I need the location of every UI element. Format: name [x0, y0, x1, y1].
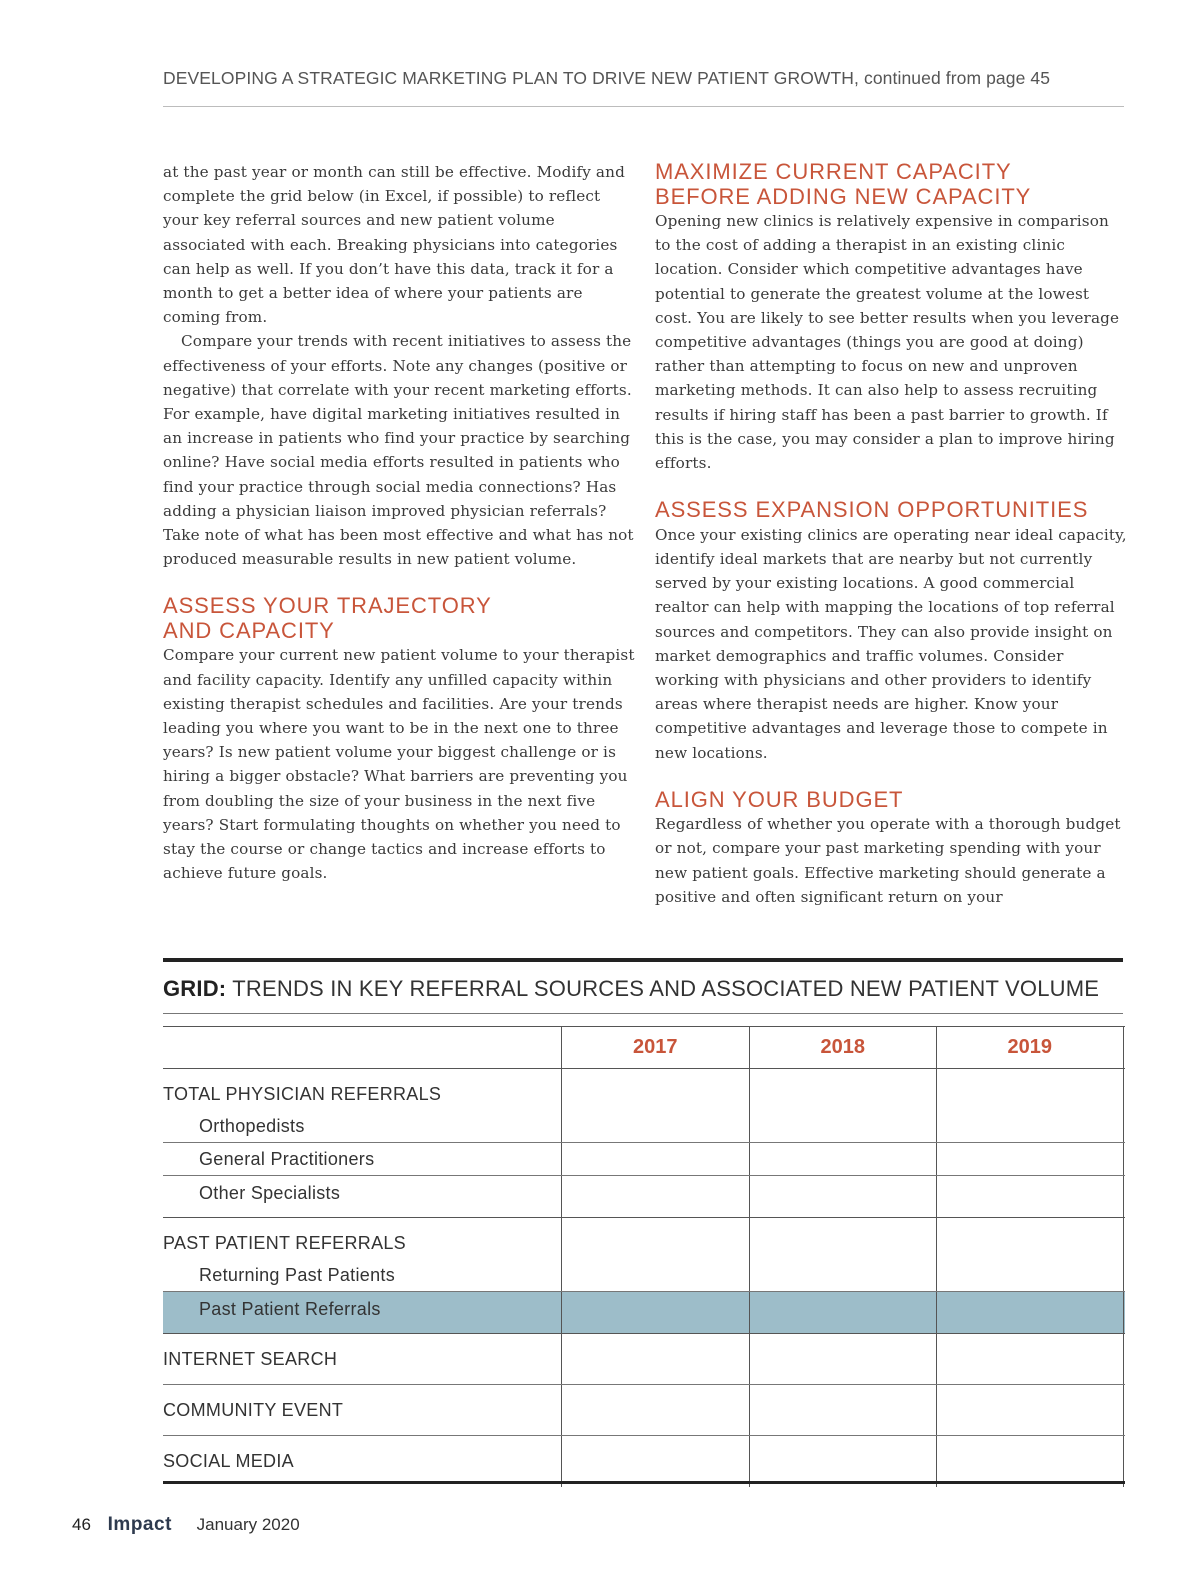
row-label-sub: Orthopedists	[199, 1116, 305, 1136]
grid-cell[interactable]	[749, 1436, 937, 1487]
grid-cell[interactable]	[749, 1069, 937, 1142]
table-row	[163, 1142, 1125, 1175]
grid-cell[interactable]	[749, 1176, 937, 1217]
group-label: PAST PATIENT REFERRALS	[163, 1233, 406, 1253]
grid-cell[interactable]	[561, 1292, 749, 1333]
right-paragraph-1: Opening new clinics is relatively expensive in comparison to the cost of adding a therapist in an existing clinic location. Consider which competitive advantages have potential to generate the greatest volume at the lowest cost. You are likely to see better results when you leverage competitive advantages (things you are good at doing) rather than attempting to focus on new and unproven marketing methods. It can also help to assess recruiting results if hiring staff has been a past barrier to growth. If this is the case, you may consider a plan to improve hiring efforts.	[655, 212, 1120, 473]
header-divider	[163, 106, 1124, 107]
group-label: TOTAL PHYSICIAN REFERRALS	[163, 1084, 442, 1104]
row-label: Other Specialists	[199, 1183, 341, 1203]
table-row	[163, 1333, 1125, 1384]
right-paragraph-3: Regardless of whether you operate with a thorough budget or not, compare your past marketing spending with your new patient goals. Effective marketing should generate a positive and often significant return on your	[655, 815, 1121, 906]
grid-cell[interactable]	[749, 1292, 937, 1333]
table-row	[163, 1068, 1125, 1142]
heading-assess-expansion: ASSESS EXPANSION OPPORTUNITIES	[655, 497, 1089, 523]
grid-cell[interactable]	[936, 1069, 1124, 1142]
grid-title-rule	[163, 1013, 1123, 1014]
row-label	[163, 1218, 561, 1291]
row-label: General Practitioners	[199, 1149, 375, 1169]
row-label: Past Patient Referrals	[199, 1299, 381, 1319]
grid-top-rule	[163, 958, 1123, 962]
heading-line: BEFORE ADDING NEW CAPACITY	[655, 183, 1032, 209]
table-row	[163, 1217, 1125, 1291]
grid-cell[interactable]	[561, 1385, 749, 1435]
grid-header-blank	[163, 1027, 561, 1068]
grid-cell[interactable]	[561, 1436, 749, 1487]
magazine-logo: Impact	[107, 1514, 172, 1535]
table-row-highlighted	[163, 1291, 1125, 1333]
grid-cell[interactable]	[936, 1334, 1124, 1384]
grid-cell[interactable]	[749, 1334, 937, 1384]
grid-title-label: GRID:	[163, 976, 227, 1001]
row-label: SOCIAL MEDIA	[163, 1451, 294, 1471]
right-column	[655, 160, 1127, 909]
year-header: 2017	[561, 1027, 749, 1068]
left-paragraph-3: Compare your current new patient volume to your therapist and facility capacity. Identify any unfilled capacity within existing therapist schedules and facilities. Are your trends leading you where you want to be in the next one to three years? Is new patient volume your biggest challenge or is hiring a bigger obstacle? What barriers are preventing you from doubling the size of your business in the next five years? Start formulating thoughts on whether you need to stay the course or change tactics and increase efforts to achieve future goals.	[163, 646, 635, 883]
referral-grid	[163, 1026, 1125, 1487]
grid-cell[interactable]	[749, 1385, 937, 1435]
left-column	[163, 160, 635, 885]
grid-cell[interactable]	[936, 1292, 1124, 1333]
grid-title	[163, 976, 1124, 1002]
grid-cell[interactable]	[936, 1218, 1124, 1291]
heading-assess-trajectory	[163, 594, 635, 643]
row-label-sub: Returning Past Patients	[199, 1265, 396, 1285]
grid-header-row	[163, 1026, 1125, 1068]
grid-cell[interactable]	[749, 1218, 937, 1291]
grid-cell[interactable]	[936, 1143, 1124, 1175]
heading-line: AND CAPACITY	[163, 617, 335, 643]
header-title: DEVELOPING A STRATEGIC MARKETING PLAN TO DRIVE NEW PATIENT GROWTH,	[163, 68, 860, 88]
grid-cell[interactable]	[749, 1143, 937, 1175]
table-row	[163, 1435, 1125, 1487]
running-header	[163, 68, 1124, 89]
grid-title-text: TRENDS IN KEY REFERRAL SOURCES AND ASSOCIATED NEW PATIENT VOLUME	[232, 976, 1100, 1001]
table-row	[163, 1175, 1125, 1217]
table-row	[163, 1384, 1125, 1435]
heading-align-budget: ALIGN YOUR BUDGET	[655, 786, 904, 812]
year-header: 2019	[936, 1027, 1124, 1068]
heading-line: ASSESS YOUR TRAJECTORY	[163, 593, 492, 619]
left-paragraph-1: at the past year or month can still be effective. Modify and complete the grid below (in Excel, if possible) to reflect your key referral sources and new patient volume associated with each. Breaking physicians into categories can help as well. If you don’t have this data, track it for a month to get a better idea of where your patients are coming from.	[163, 163, 625, 327]
page-footer	[72, 1514, 300, 1536]
grid-cell[interactable]	[561, 1218, 749, 1291]
grid-cell[interactable]	[561, 1334, 749, 1384]
grid-cell[interactable]	[561, 1143, 749, 1175]
grid-cell[interactable]	[561, 1069, 749, 1142]
row-label: COMMUNITY EVENT	[163, 1400, 344, 1420]
right-paragraph-2: Once your existing clinics are operating near ideal capacity, identify ideal markets that are nearby but not currently served by your existing locations. A good commercial realtor can help with mapping the locations of top referral sources and competitors. They can also provide insight on market demographics and traffic volumes. Consider working with physicians and other providers to identify areas where therapist needs are higher. Know your competitive advantages and leverage those to compete in new locations.	[655, 525, 1127, 762]
grid-cell[interactable]	[936, 1436, 1124, 1487]
grid-bottom-rule	[163, 1481, 1125, 1484]
row-label: INTERNET SEARCH	[163, 1349, 338, 1369]
row-label	[163, 1069, 561, 1142]
left-paragraph-2: Compare your trends with recent initiatives to assess the effectiveness of your efforts. Note any changes (positive or negative) that correlate with your recent marketing efforts. For example, have digital marketing initiatives resulted in an increase in patients who find your practice by searching online? Have social media efforts resulted in patients who find your practice through social media connections? Has adding a physician liaison improved physician referrals? Take note of what has been most effective and what has not produced measurable results in new patient volume.	[163, 332, 634, 569]
heading-maximize-capacity	[655, 160, 1127, 209]
grid-cell[interactable]	[561, 1176, 749, 1217]
issue-date: January 2020	[196, 1515, 300, 1534]
year-header: 2018	[749, 1027, 937, 1068]
heading-line: MAXIMIZE CURRENT CAPACITY	[655, 159, 1012, 184]
grid-cell[interactable]	[936, 1385, 1124, 1435]
grid-cell[interactable]	[936, 1176, 1124, 1217]
page-number: 46	[72, 1515, 91, 1534]
header-continued: continued from page 45	[863, 68, 1051, 88]
